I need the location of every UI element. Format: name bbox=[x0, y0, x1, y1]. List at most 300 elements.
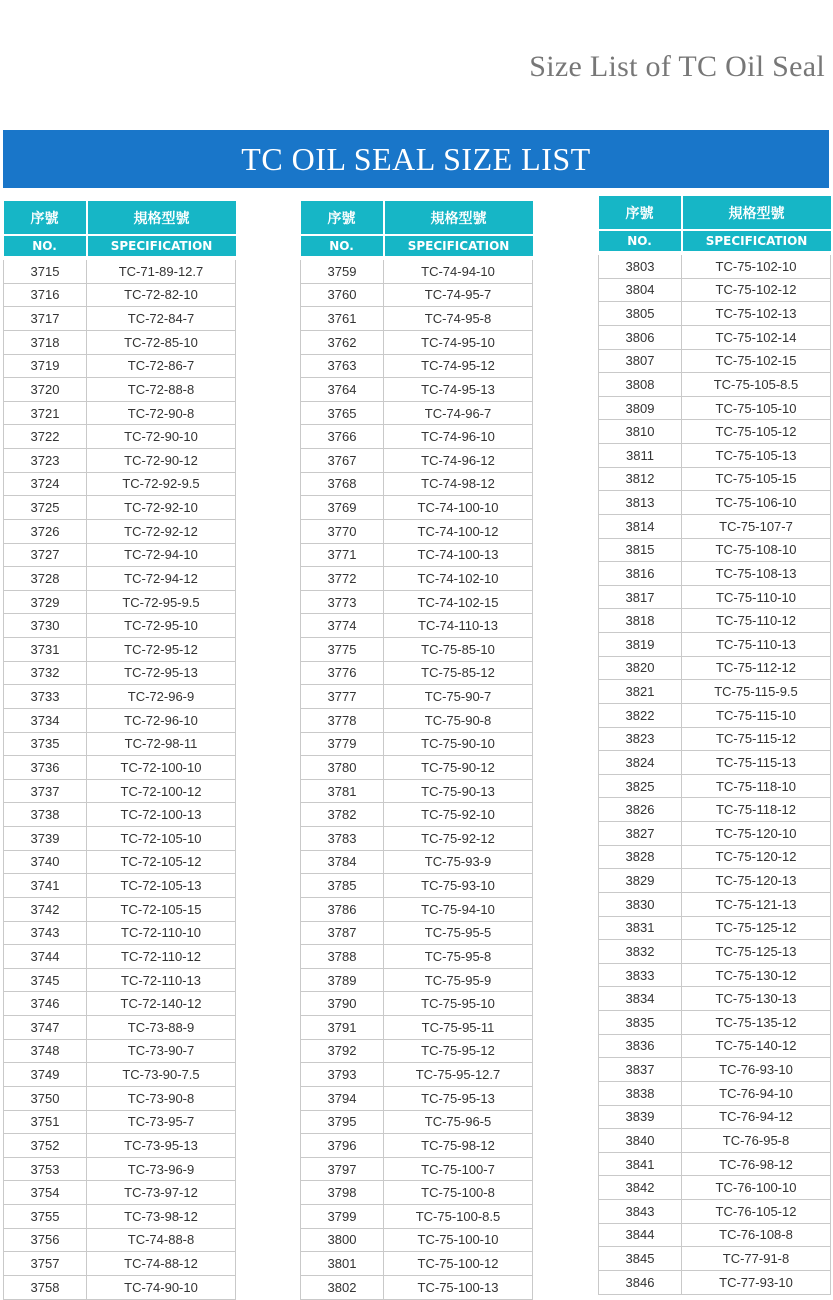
row-number: 3716 bbox=[4, 283, 87, 307]
row-number: 3779 bbox=[301, 732, 384, 756]
row-number: 3719 bbox=[4, 354, 87, 378]
table-row bbox=[4, 992, 236, 1016]
table-row bbox=[301, 330, 533, 354]
table-row bbox=[599, 1105, 831, 1129]
row-number: 3741 bbox=[4, 874, 87, 898]
row-number: 3785 bbox=[301, 874, 384, 898]
row-number: 3772 bbox=[301, 567, 384, 591]
row-specification: TC-72-92-10 bbox=[87, 496, 236, 520]
row-number: 3742 bbox=[4, 897, 87, 921]
row-specification: TC-73-88-9 bbox=[87, 1016, 236, 1040]
row-number: 3720 bbox=[4, 378, 87, 402]
row-specification: TC-72-100-10 bbox=[87, 756, 236, 780]
row-number: 3839 bbox=[599, 1105, 682, 1129]
table-row bbox=[4, 472, 236, 496]
row-number: 3764 bbox=[301, 378, 384, 402]
table-row bbox=[4, 756, 236, 780]
table-row bbox=[301, 496, 533, 520]
row-specification: TC-74-96-10 bbox=[384, 425, 533, 449]
row-number: 3763 bbox=[301, 354, 384, 378]
row-specification: TC-76-105-12 bbox=[682, 1200, 831, 1224]
row-specification: TC-71-89-12.7 bbox=[87, 258, 236, 283]
row-specification: TC-76-93-10 bbox=[682, 1058, 831, 1082]
table-row bbox=[599, 774, 831, 798]
row-number: 3846 bbox=[599, 1270, 682, 1294]
table-row bbox=[599, 751, 831, 775]
row-specification: TC-75-102-13 bbox=[682, 302, 831, 326]
table-row bbox=[301, 425, 533, 449]
row-specification: TC-72-82-10 bbox=[87, 283, 236, 307]
row-number: 3815 bbox=[599, 538, 682, 562]
row-number: 3748 bbox=[4, 1039, 87, 1063]
row-specification: TC-77-91-8 bbox=[682, 1247, 831, 1271]
row-specification: TC-75-93-10 bbox=[384, 874, 533, 898]
row-specification: TC-75-95-13 bbox=[384, 1086, 533, 1110]
table-row bbox=[599, 1129, 831, 1153]
row-specification: TC-75-100-12 bbox=[384, 1252, 533, 1276]
header-no-en: NO. bbox=[599, 230, 682, 253]
table-row bbox=[301, 992, 533, 1016]
table-row bbox=[301, 1063, 533, 1087]
table-row bbox=[599, 1223, 831, 1247]
table-row bbox=[4, 283, 236, 307]
table-row bbox=[4, 921, 236, 945]
row-specification: TC-74-95-12 bbox=[384, 354, 533, 378]
row-number: 3825 bbox=[599, 774, 682, 798]
table-row bbox=[4, 685, 236, 709]
row-number: 3724 bbox=[4, 472, 87, 496]
row-specification: TC-72-96-10 bbox=[87, 708, 236, 732]
row-number: 3835 bbox=[599, 1011, 682, 1035]
row-specification: TC-72-98-11 bbox=[87, 732, 236, 756]
row-number: 3749 bbox=[4, 1063, 87, 1087]
table-row bbox=[4, 330, 236, 354]
table-row bbox=[4, 874, 236, 898]
row-number: 3784 bbox=[301, 850, 384, 874]
row-number: 3842 bbox=[599, 1176, 682, 1200]
row-specification: TC-75-85-12 bbox=[384, 661, 533, 685]
table-row bbox=[301, 685, 533, 709]
header-no-en: NO. bbox=[301, 235, 384, 258]
row-number: 3834 bbox=[599, 987, 682, 1011]
row-number: 3831 bbox=[599, 916, 682, 940]
row-number: 3734 bbox=[4, 708, 87, 732]
row-number: 3730 bbox=[4, 614, 87, 638]
row-number: 3721 bbox=[4, 401, 87, 425]
table-row bbox=[599, 420, 831, 444]
table-row bbox=[4, 638, 236, 662]
row-specification: TC-75-115-10 bbox=[682, 703, 831, 727]
row-specification: TC-75-95-12.7 bbox=[384, 1063, 533, 1087]
table-row bbox=[301, 378, 533, 402]
row-number: 3797 bbox=[301, 1157, 384, 1181]
row-number: 3807 bbox=[599, 349, 682, 373]
row-number: 3808 bbox=[599, 373, 682, 397]
table-row bbox=[301, 1086, 533, 1110]
row-specification: TC-75-130-13 bbox=[682, 987, 831, 1011]
row-number: 3833 bbox=[599, 963, 682, 987]
table-row bbox=[599, 869, 831, 893]
table-row bbox=[599, 253, 831, 278]
row-number: 3759 bbox=[301, 258, 384, 283]
row-specification: TC-75-98-12 bbox=[384, 1134, 533, 1158]
table-row bbox=[599, 703, 831, 727]
row-specification: TC-74-95-7 bbox=[384, 283, 533, 307]
table-row bbox=[599, 798, 831, 822]
row-specification: TC-75-95-8 bbox=[384, 945, 533, 969]
row-number: 3744 bbox=[4, 945, 87, 969]
row-number: 3817 bbox=[599, 585, 682, 609]
row-specification: TC-72-94-12 bbox=[87, 567, 236, 591]
row-specification: TC-74-100-10 bbox=[384, 496, 533, 520]
row-number: 3786 bbox=[301, 897, 384, 921]
row-specification: TC-74-98-12 bbox=[384, 472, 533, 496]
row-specification: TC-75-90-7 bbox=[384, 685, 533, 709]
row-specification: TC-74-100-12 bbox=[384, 519, 533, 543]
row-number: 3771 bbox=[301, 543, 384, 567]
table-row bbox=[301, 472, 533, 496]
row-specification: TC-72-85-10 bbox=[87, 330, 236, 354]
row-number: 3752 bbox=[4, 1134, 87, 1158]
table-row bbox=[301, 732, 533, 756]
table-row bbox=[599, 1058, 831, 1082]
table-row bbox=[301, 756, 533, 780]
table-row bbox=[599, 963, 831, 987]
table-row bbox=[301, 1157, 533, 1181]
table-row bbox=[4, 258, 236, 283]
table-row bbox=[301, 519, 533, 543]
table-row bbox=[4, 1039, 236, 1063]
row-number: 3750 bbox=[4, 1086, 87, 1110]
row-number: 3787 bbox=[301, 921, 384, 945]
row-specification: TC-75-100-8 bbox=[384, 1181, 533, 1205]
table-row bbox=[4, 803, 236, 827]
row-number: 3812 bbox=[599, 467, 682, 491]
row-number: 3767 bbox=[301, 449, 384, 473]
table-row bbox=[599, 1247, 831, 1271]
row-number: 3739 bbox=[4, 827, 87, 851]
table-row bbox=[301, 661, 533, 685]
table-row bbox=[301, 1275, 533, 1299]
table-row bbox=[4, 1275, 236, 1299]
row-specification: TC-75-121-13 bbox=[682, 892, 831, 916]
row-specification: TC-73-95-7 bbox=[87, 1110, 236, 1134]
row-number: 3801 bbox=[301, 1252, 384, 1276]
row-number: 3798 bbox=[301, 1181, 384, 1205]
table-row bbox=[599, 727, 831, 751]
row-number: 3757 bbox=[4, 1252, 87, 1276]
row-number: 3781 bbox=[301, 779, 384, 803]
header-spec-zh: 規格型號 bbox=[87, 201, 236, 235]
table-row bbox=[301, 968, 533, 992]
row-specification: TC-74-100-13 bbox=[384, 543, 533, 567]
row-number: 3751 bbox=[4, 1110, 87, 1134]
row-number: 3760 bbox=[301, 283, 384, 307]
row-number: 3758 bbox=[4, 1275, 87, 1299]
table-row bbox=[599, 1176, 831, 1200]
row-number: 3725 bbox=[4, 496, 87, 520]
table-row bbox=[4, 425, 236, 449]
size-table-3 bbox=[598, 196, 831, 1295]
row-number: 3735 bbox=[4, 732, 87, 756]
table-row bbox=[301, 921, 533, 945]
row-specification: TC-75-118-10 bbox=[682, 774, 831, 798]
row-specification: TC-73-97-12 bbox=[87, 1181, 236, 1205]
row-number: 3776 bbox=[301, 661, 384, 685]
row-number: 3793 bbox=[301, 1063, 384, 1087]
table-row bbox=[4, 496, 236, 520]
row-specification: TC-75-105-10 bbox=[682, 396, 831, 420]
table-row bbox=[301, 827, 533, 851]
table-row bbox=[301, 850, 533, 874]
table-row bbox=[4, 779, 236, 803]
table-row bbox=[4, 1181, 236, 1205]
table-row bbox=[4, 401, 236, 425]
row-number: 3819 bbox=[599, 633, 682, 657]
table-row bbox=[301, 779, 533, 803]
table-row bbox=[301, 803, 533, 827]
row-specification: TC-72-92-9.5 bbox=[87, 472, 236, 496]
row-number: 3832 bbox=[599, 940, 682, 964]
row-specification: TC-72-90-10 bbox=[87, 425, 236, 449]
table-row bbox=[301, 897, 533, 921]
table-row bbox=[599, 656, 831, 680]
row-specification: TC-75-90-10 bbox=[384, 732, 533, 756]
size-table-2 bbox=[300, 201, 533, 1300]
row-specification: TC-72-140-12 bbox=[87, 992, 236, 1016]
row-specification: TC-75-120-13 bbox=[682, 869, 831, 893]
row-specification: TC-75-112-12 bbox=[682, 656, 831, 680]
row-specification: TC-73-90-7 bbox=[87, 1039, 236, 1063]
row-specification: TC-75-102-15 bbox=[682, 349, 831, 373]
row-specification: TC-75-102-12 bbox=[682, 278, 831, 302]
row-specification: TC-72-90-8 bbox=[87, 401, 236, 425]
row-number: 3838 bbox=[599, 1081, 682, 1105]
row-number: 3818 bbox=[599, 609, 682, 633]
table-row bbox=[301, 567, 533, 591]
row-number: 3813 bbox=[599, 491, 682, 515]
table-row bbox=[4, 378, 236, 402]
row-number: 3728 bbox=[4, 567, 87, 591]
table-row bbox=[4, 590, 236, 614]
row-specification: TC-75-120-10 bbox=[682, 822, 831, 846]
row-number: 3762 bbox=[301, 330, 384, 354]
row-specification: TC-74-95-10 bbox=[384, 330, 533, 354]
row-specification: TC-75-100-8.5 bbox=[384, 1205, 533, 1229]
row-number: 3766 bbox=[301, 425, 384, 449]
table-row bbox=[301, 401, 533, 425]
table-row bbox=[301, 1016, 533, 1040]
row-specification: TC-75-105-8.5 bbox=[682, 373, 831, 397]
row-number: 3715 bbox=[4, 258, 87, 283]
row-number: 3768 bbox=[301, 472, 384, 496]
row-specification: TC-75-92-10 bbox=[384, 803, 533, 827]
row-specification: TC-74-88-8 bbox=[87, 1228, 236, 1252]
row-number: 3795 bbox=[301, 1110, 384, 1134]
table-row bbox=[599, 1081, 831, 1105]
table-row bbox=[599, 467, 831, 491]
row-specification: TC-72-110-10 bbox=[87, 921, 236, 945]
row-specification: TC-75-140-12 bbox=[682, 1034, 831, 1058]
row-number: 3843 bbox=[599, 1200, 682, 1224]
table-row bbox=[301, 945, 533, 969]
table-row bbox=[599, 514, 831, 538]
row-number: 3733 bbox=[4, 685, 87, 709]
row-number: 3736 bbox=[4, 756, 87, 780]
table-row bbox=[301, 449, 533, 473]
row-specification: TC-74-95-13 bbox=[384, 378, 533, 402]
table-row bbox=[599, 396, 831, 420]
table-row bbox=[301, 354, 533, 378]
row-specification: TC-75-100-10 bbox=[384, 1228, 533, 1252]
row-specification: TC-76-98-12 bbox=[682, 1152, 831, 1176]
table-row bbox=[4, 708, 236, 732]
table-row bbox=[301, 708, 533, 732]
table-row bbox=[301, 1228, 533, 1252]
row-specification: TC-75-90-13 bbox=[384, 779, 533, 803]
row-specification: TC-75-95-11 bbox=[384, 1016, 533, 1040]
table-row bbox=[4, 1110, 236, 1134]
row-specification: TC-76-94-12 bbox=[682, 1105, 831, 1129]
row-number: 3828 bbox=[599, 845, 682, 869]
row-number: 3824 bbox=[599, 751, 682, 775]
row-specification: TC-75-85-10 bbox=[384, 638, 533, 662]
row-specification: TC-73-96-9 bbox=[87, 1157, 236, 1181]
row-specification: TC-72-95-10 bbox=[87, 614, 236, 638]
row-specification: TC-74-102-10 bbox=[384, 567, 533, 591]
row-specification: TC-75-108-10 bbox=[682, 538, 831, 562]
row-specification: TC-75-115-9.5 bbox=[682, 680, 831, 704]
row-specification: TC-72-105-10 bbox=[87, 827, 236, 851]
table-row bbox=[301, 638, 533, 662]
table-row bbox=[4, 827, 236, 851]
table-row bbox=[599, 325, 831, 349]
row-number: 3769 bbox=[301, 496, 384, 520]
row-number: 3841 bbox=[599, 1152, 682, 1176]
table-row bbox=[4, 1157, 236, 1181]
table-row bbox=[599, 822, 831, 846]
table-row bbox=[599, 1152, 831, 1176]
table-row bbox=[599, 609, 831, 633]
table-row bbox=[4, 1086, 236, 1110]
row-number: 3826 bbox=[599, 798, 682, 822]
row-specification: TC-75-100-7 bbox=[384, 1157, 533, 1181]
row-number: 3816 bbox=[599, 562, 682, 586]
size-table-1 bbox=[3, 201, 236, 1300]
header-spec-en: SPECIFICATION bbox=[682, 230, 831, 253]
row-number: 3756 bbox=[4, 1228, 87, 1252]
row-number: 3806 bbox=[599, 325, 682, 349]
row-specification: TC-72-110-13 bbox=[87, 968, 236, 992]
row-specification: TC-75-95-5 bbox=[384, 921, 533, 945]
row-number: 3827 bbox=[599, 822, 682, 846]
row-specification: TC-73-90-8 bbox=[87, 1086, 236, 1110]
table-row bbox=[599, 538, 831, 562]
row-number: 3765 bbox=[301, 401, 384, 425]
row-number: 3790 bbox=[301, 992, 384, 1016]
row-specification: TC-75-94-10 bbox=[384, 897, 533, 921]
row-specification: TC-75-95-9 bbox=[384, 968, 533, 992]
table-row bbox=[4, 1016, 236, 1040]
row-specification: TC-75-92-12 bbox=[384, 827, 533, 851]
row-number: 3829 bbox=[599, 869, 682, 893]
table-row bbox=[301, 1205, 533, 1229]
row-number: 3836 bbox=[599, 1034, 682, 1058]
row-number: 3796 bbox=[301, 1134, 384, 1158]
table-row bbox=[4, 614, 236, 638]
row-specification: TC-72-105-15 bbox=[87, 897, 236, 921]
table-row bbox=[301, 1181, 533, 1205]
table-row bbox=[4, 519, 236, 543]
table-row bbox=[599, 349, 831, 373]
row-specification: TC-72-100-12 bbox=[87, 779, 236, 803]
row-specification: TC-73-98-12 bbox=[87, 1205, 236, 1229]
table-row bbox=[4, 661, 236, 685]
row-specification: TC-72-95-12 bbox=[87, 638, 236, 662]
table-row bbox=[599, 1034, 831, 1058]
row-number: 3718 bbox=[4, 330, 87, 354]
row-specification: TC-75-135-12 bbox=[682, 1011, 831, 1035]
row-specification: TC-75-93-9 bbox=[384, 850, 533, 874]
row-specification: TC-72-96-9 bbox=[87, 685, 236, 709]
row-specification: TC-72-92-12 bbox=[87, 519, 236, 543]
row-number: 3754 bbox=[4, 1181, 87, 1205]
row-number: 3753 bbox=[4, 1157, 87, 1181]
row-specification: TC-76-108-8 bbox=[682, 1223, 831, 1247]
row-specification: TC-72-105-12 bbox=[87, 850, 236, 874]
row-number: 3773 bbox=[301, 590, 384, 614]
table-row bbox=[599, 444, 831, 468]
row-specification: TC-75-107-7 bbox=[682, 514, 831, 538]
row-specification: TC-75-105-13 bbox=[682, 444, 831, 468]
row-number: 3788 bbox=[301, 945, 384, 969]
header-no-zh: 序號 bbox=[599, 196, 682, 230]
row-specification: TC-77-93-10 bbox=[682, 1270, 831, 1294]
row-number: 3775 bbox=[301, 638, 384, 662]
row-number: 3727 bbox=[4, 543, 87, 567]
banner bbox=[3, 130, 829, 188]
row-number: 3729 bbox=[4, 590, 87, 614]
row-number: 3845 bbox=[599, 1247, 682, 1271]
row-number: 3746 bbox=[4, 992, 87, 1016]
row-specification: TC-75-115-13 bbox=[682, 751, 831, 775]
row-number: 3740 bbox=[4, 850, 87, 874]
row-number: 3800 bbox=[301, 1228, 384, 1252]
row-specification: TC-75-90-12 bbox=[384, 756, 533, 780]
row-specification: TC-75-102-10 bbox=[682, 253, 831, 278]
table-row bbox=[599, 373, 831, 397]
row-number: 3737 bbox=[4, 779, 87, 803]
row-specification: TC-75-125-13 bbox=[682, 940, 831, 964]
table-row bbox=[599, 302, 831, 326]
table-row bbox=[301, 283, 533, 307]
row-number: 3820 bbox=[599, 656, 682, 680]
row-specification: TC-74-94-10 bbox=[384, 258, 533, 283]
page-title: Size List of TC Oil Seal bbox=[529, 50, 825, 83]
row-number: 3778 bbox=[301, 708, 384, 732]
table-row bbox=[599, 916, 831, 940]
header-no-zh: 序號 bbox=[301, 201, 384, 235]
row-specification: TC-72-94-10 bbox=[87, 543, 236, 567]
row-specification: TC-72-84-7 bbox=[87, 307, 236, 331]
table-row bbox=[301, 543, 533, 567]
table-row bbox=[599, 491, 831, 515]
row-specification: TC-75-125-12 bbox=[682, 916, 831, 940]
table-row bbox=[4, 1228, 236, 1252]
row-number: 3811 bbox=[599, 444, 682, 468]
row-number: 3738 bbox=[4, 803, 87, 827]
table-row bbox=[4, 1205, 236, 1229]
